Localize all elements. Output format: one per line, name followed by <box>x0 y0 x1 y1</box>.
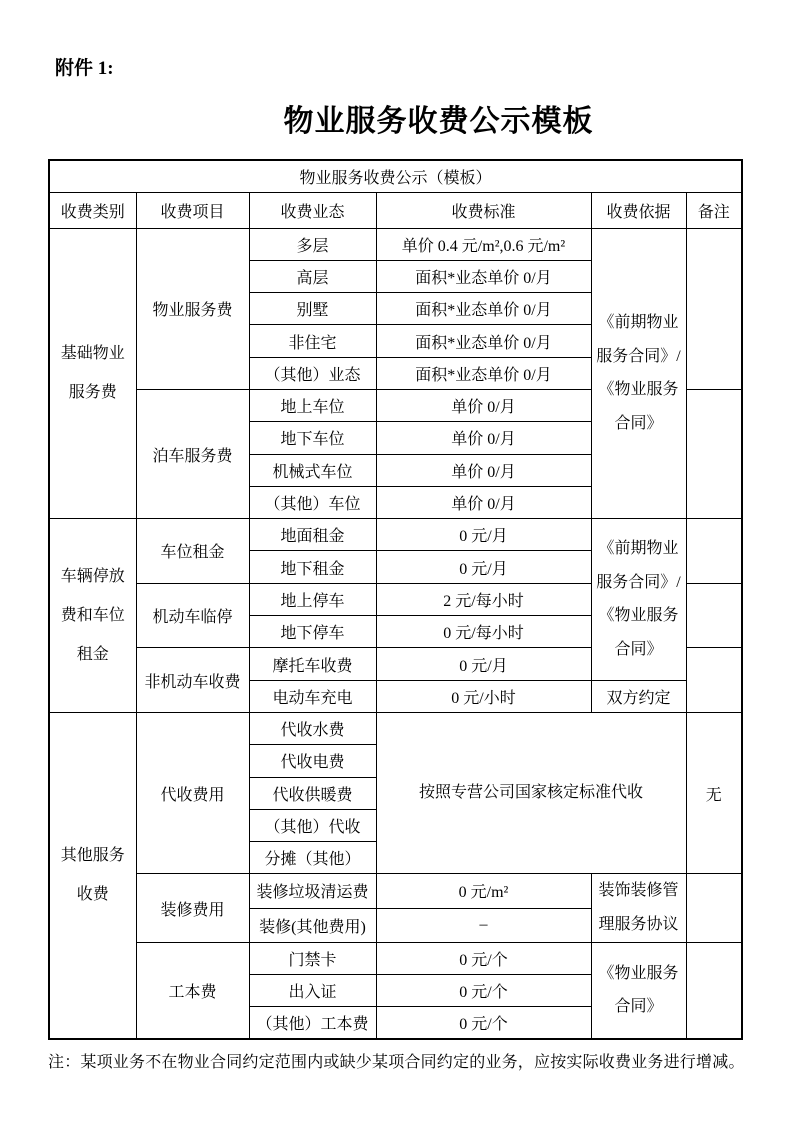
remark-cell <box>686 583 742 648</box>
project-cell: 机动车临停 <box>136 583 249 648</box>
table-row <box>49 874 742 908</box>
business-cell: 门禁卡 <box>249 942 376 974</box>
standard-cell: 面积*业态单价 0/月 <box>376 260 591 292</box>
business-cell: 电动车充电 <box>249 680 376 712</box>
standard-cell: 0 元/月 <box>376 648 591 680</box>
basis-cell: 《前期物业服务合同》/《物业服务合同》 <box>591 519 686 680</box>
table-row <box>49 519 742 551</box>
col-header-business: 收费业态 <box>249 192 376 228</box>
business-cell: 多层 <box>249 228 376 260</box>
business-cell: （其他）车位 <box>249 486 376 518</box>
project-cell: 物业服务费 <box>136 228 249 389</box>
standard-cell: 0 元/个 <box>376 1007 591 1039</box>
remark-cell <box>686 228 742 389</box>
remark-cell <box>686 519 742 584</box>
project-cell: 泊车服务费 <box>136 389 249 518</box>
table-header-row <box>49 192 742 228</box>
table-row <box>49 228 742 260</box>
basis-cell: 《物业服务合同》 <box>591 942 686 1039</box>
standard-cell: 单价 0.4 元/m²,0.6 元/m² <box>376 228 591 260</box>
project-cell: 代收费用 <box>136 712 249 873</box>
business-cell: 出入证 <box>249 974 376 1006</box>
category-cell: 基础物业服务费 <box>49 228 136 519</box>
basis-cell: 双方约定 <box>591 680 686 712</box>
col-header-remark: 备注 <box>686 192 742 228</box>
business-cell: 代收供暖费 <box>249 777 376 809</box>
col-header-basis: 收费依据 <box>591 192 686 228</box>
business-cell: 地下租金 <box>249 551 376 583</box>
standard-cell: 单价 0/月 <box>376 389 591 421</box>
standard-cell: – <box>376 908 591 942</box>
business-cell: 地上车位 <box>249 389 376 421</box>
remark-cell <box>686 389 742 518</box>
category-cell: 车辆停放费和车位租金 <box>49 519 136 713</box>
project-cell: 非机动车收费 <box>136 648 249 713</box>
business-cell: 地下车位 <box>249 422 376 454</box>
business-cell: 非住宅 <box>249 325 376 357</box>
attachment-label: 附件 1: <box>55 58 114 79</box>
table-row <box>49 712 742 744</box>
standard-cell: 0 元/m² <box>376 874 591 908</box>
page-title: 物业服务收费公示模板 <box>283 105 594 138</box>
business-cell: （其他）业态 <box>249 357 376 389</box>
business-cell: 高层 <box>249 260 376 292</box>
standard-cell: 0 元/小时 <box>376 680 591 712</box>
standard-cell: 0 元/每小时 <box>376 616 591 648</box>
remark-cell <box>686 874 742 942</box>
table-caption-row <box>49 160 742 192</box>
business-cell: 机械式车位 <box>249 454 376 486</box>
business-cell: 地面租金 <box>249 519 376 551</box>
business-cell: （其他）代收 <box>249 809 376 841</box>
col-header-project: 收费项目 <box>136 192 249 228</box>
remark-cell <box>686 942 742 1039</box>
project-cell: 装修费用 <box>136 874 249 942</box>
table-caption: 物业服务收费公示（模板） <box>49 160 742 192</box>
col-header-category: 收费类别 <box>49 192 136 228</box>
remark-cell: 无 <box>686 712 742 873</box>
standard-cell: 0 元/个 <box>376 974 591 1006</box>
business-cell: 地下停车 <box>249 616 376 648</box>
col-header-standard: 收费标准 <box>376 192 591 228</box>
business-cell: 代收电费 <box>249 745 376 777</box>
business-cell: （其他）工本费 <box>249 1007 376 1039</box>
standard-cell: 面积*业态单价 0/月 <box>376 325 591 357</box>
business-cell: 装修(其他费用) <box>249 908 376 942</box>
standard-cell: 面积*业态单价 0/月 <box>376 357 591 389</box>
business-cell: 分摊（其他） <box>249 842 376 874</box>
project-cell: 工本费 <box>136 942 249 1039</box>
business-cell: 地上停车 <box>249 583 376 615</box>
remark-cell <box>686 648 742 713</box>
category-cell: 其他服务收费 <box>49 712 136 1039</box>
business-cell: 别墅 <box>249 293 376 325</box>
standard-cell: 单价 0/月 <box>376 422 591 454</box>
standard-cell: 单价 0/月 <box>376 454 591 486</box>
business-cell: 装修垃圾清运费 <box>249 874 376 908</box>
standard-cell: 2 元/每小时 <box>376 583 591 615</box>
basis-cell: 装饰装修管理服务协议 <box>591 874 686 942</box>
standard-cell: 单价 0/月 <box>376 486 591 518</box>
standard-basis-merged-cell: 按照专营公司国家核定标准代收 <box>376 712 686 873</box>
footnote: 注：某项业务不在物业合同约定范围内或缺少某项合同约定的业务，应按实际收费业务进行增减。 <box>48 1054 745 1072</box>
project-cell: 车位租金 <box>136 519 249 584</box>
standard-cell: 0 元/月 <box>376 519 591 551</box>
fee-disclosure-table <box>48 159 743 1040</box>
business-cell: 摩托车收费 <box>249 648 376 680</box>
standard-cell: 面积*业态单价 0/月 <box>376 293 591 325</box>
table-row <box>49 942 742 974</box>
basis-cell: 《前期物业服务合同》/《物业服务合同》 <box>591 228 686 519</box>
standard-cell: 0 元/个 <box>376 942 591 974</box>
business-cell: 代收水费 <box>249 712 376 744</box>
standard-cell: 0 元/月 <box>376 551 591 583</box>
